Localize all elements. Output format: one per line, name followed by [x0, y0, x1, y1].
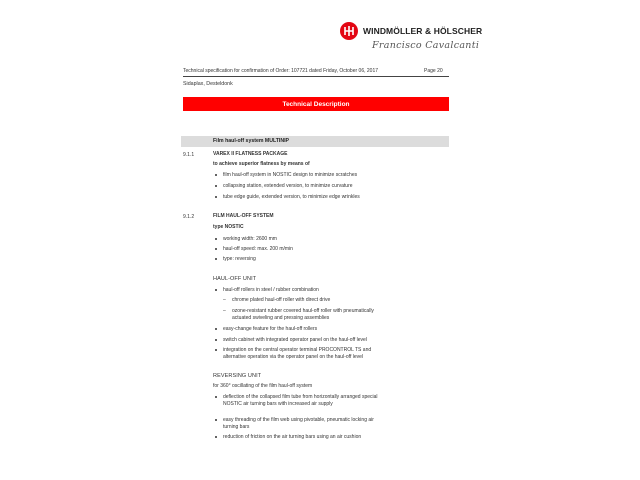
s911-subtitle: to achieve superior flatness by means of: [213, 161, 310, 167]
reversing-bullet: deflection of the collapsed film tube from horizontally arranged special: [223, 394, 378, 400]
signature: Francisco Cavalcanti: [372, 40, 480, 51]
bullet-icon: [215, 349, 217, 351]
reversing-intro: for 360° oscillating of the film haul-off system: [213, 383, 313, 389]
bullet-icon: [215, 419, 217, 421]
s912-bullet: working width: 2600 mm: [223, 236, 277, 242]
company-logo-icon: [340, 22, 358, 40]
bullet-icon: [215, 436, 217, 438]
brand-name: WINDMÖLLER & HÖLSCHER: [363, 26, 483, 36]
s911-bullet: tube edge guide, extended version, to minimize edge wrinkles: [223, 194, 360, 200]
haul-off-bullet: integration on the central operator terminal PROCONTROL TS and: [223, 347, 372, 353]
bullet-icon: [215, 174, 217, 176]
bullet-icon: [215, 196, 217, 198]
bullet-icon: [215, 328, 217, 330]
haul-off-dash-item: chrome plated haul-off roller with direct drive: [232, 297, 331, 303]
haul-off-bullet-cont: alternative operation via the operator panel on the haul-off level: [223, 354, 364, 360]
haul-off-bullet: switch cabinet with integrated operator panel on the haul-off level: [223, 337, 367, 343]
s912-title: FILM HAUL-OFF SYSTEM: [213, 213, 274, 219]
haul-off-heading: HAUL-OFF UNIT: [213, 276, 257, 282]
reversing-bullet: easy threading of the film web using pivotable, pneumatic locking air: [223, 417, 374, 423]
dash-icon: –: [223, 308, 226, 314]
s911-bullet: collapsing station, extended version, to minimize curvature: [223, 183, 353, 189]
header-rule: [183, 76, 449, 77]
section-number-912: 9.1.2: [183, 214, 195, 220]
reversing-bullet-cont: NOSTIC air turning bars with increased air supply: [223, 401, 333, 407]
haul-off-dash-item: ozone-resistant rubber covered haul-off roller with pneumatically: [232, 308, 374, 314]
customer-name: Sidaplax, Desteldonk: [183, 81, 233, 87]
bullet-icon: [215, 238, 217, 240]
dash-icon: –: [223, 297, 226, 303]
s911-title: VAREX II FLATNESS PACKAGE: [213, 151, 288, 157]
section-title: Film haul-off system MULTINIP: [213, 138, 289, 144]
bullet-icon: [215, 248, 217, 250]
section-number-911: 9.1.1: [183, 152, 195, 158]
banner-title: Technical Description: [183, 97, 449, 111]
s911-bullet: film haul-off system in NOSTIC design to minimize scratches: [223, 172, 358, 178]
bullet-icon: [215, 339, 217, 341]
s912-bullet: type: reversing: [223, 256, 256, 262]
reversing-bullet-cont: turning bars: [223, 424, 250, 430]
haul-off-bullet: easy-change feature for the haul-off rollers: [223, 326, 318, 332]
haul-off-dash-item-cont: actuated swiveling and pressing assemblies: [232, 315, 330, 321]
bullet-icon: [215, 396, 217, 398]
s912-bullet: haul-off speed: max. 200 m/min: [223, 246, 293, 252]
bullet-icon: [215, 289, 217, 291]
reversing-bullet: reduction of friction on the air turning bars using an air cushion: [223, 434, 362, 440]
reversing-heading: REVERSING UNIT: [213, 373, 262, 379]
spec-line: Technical specification for confirmation of Order: 107721 dated Friday, October 06, 2017: [183, 68, 379, 74]
s912-subtitle: type NOSTIC: [213, 224, 244, 230]
page-number: Page 20: [424, 68, 443, 74]
haul-off-bullet: haul-off rollers in steel / rubber combination: [223, 287, 319, 293]
bullet-icon: [215, 185, 217, 187]
bullet-icon: [215, 258, 217, 260]
